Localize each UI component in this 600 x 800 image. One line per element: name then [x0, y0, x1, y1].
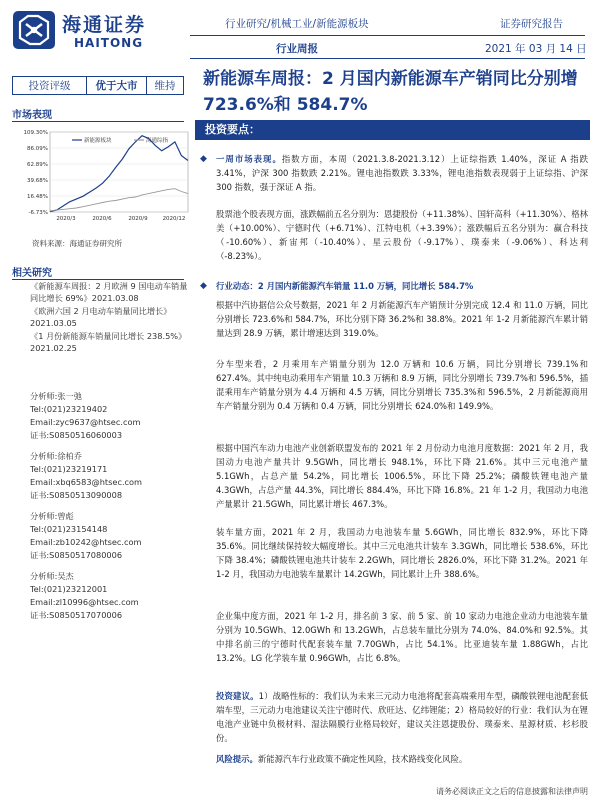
paragraph-heading: 一周市场表现。: [216, 154, 282, 164]
analyst-tel: Tel:(021)23212001: [30, 584, 108, 594]
report-category: 行业研究/机械工业/新能源板块: [225, 18, 369, 30]
analyst-tel: Tel:(021)23219402: [30, 404, 108, 414]
y-tick-label: 86.09%: [27, 146, 48, 152]
analyst-email[interactable]: Email:xbq6583@htsec.com: [30, 477, 143, 487]
analyst-block: [30, 390, 140, 442]
analyst-cert: 证书:S0850513090008: [30, 490, 123, 500]
analyst-block: [30, 510, 142, 562]
related-report-item[interactable]: 《欧洲六国 2 月电动车销量同比增长》2021.03.05: [30, 306, 172, 328]
analyst-name: 分析师:张一弛: [30, 391, 82, 401]
industry-news-heading: [216, 279, 588, 293]
analyst-tel: Tel:(021)23154148: [30, 524, 108, 534]
related-report-item[interactable]: 《1 月份新能源车销量同比增长 238.5%》2021.02.25: [30, 331, 187, 353]
analyst-cert: 证书:S0850517080006: [30, 550, 123, 560]
rating-value: 优于大市: [87, 77, 147, 94]
concentration-paragraph: 企业集中度方面，2021 年 1-2 月，排名前 3 家、前 5 家、前 10 家动力电池企业动力电池装车量分别为 10.5GWh、12.0GWh 和 13.2GWh，占总装车量比分别为 74.0%、84.0%和 92.5%。其中排名前三的宁德时代配套装车量 7.70GWh，占比 54.1%。比亚迪装车量 1.88GWh，占比 13.2%。LG 化学装车量 0.96GWh，占比 6.8%。: [216, 611, 588, 663]
rating-status: 维持: [154, 80, 176, 92]
analyst-block: [30, 450, 142, 502]
y-tick-label: 62.89%: [27, 162, 48, 168]
y-tick-label: 109.30%: [23, 130, 48, 136]
report-title: 新能源车周报：2 月国内新能源车产销同比分别增 723.6%和 584.7%: [203, 69, 578, 115]
paragraph-body: 指数方面，本周（2021.3.8-2021.3.12）上证综指跌 1.40%，深证 A 指跌 3.41%，沪深 300 指数跌 2.21%。锂电池指数跌 3.33%，锂电池指数表现弱于上证综指、沪深 300 指数，强于深证 A 指。: [216, 154, 588, 192]
analyst-email[interactable]: Email:zb10242@htsec.com: [30, 537, 142, 547]
paragraph-heading: 行业动态：2 月国内新能源汽车销量 11.0 万辆，同比增长 584.7%: [216, 281, 474, 291]
paragraph-body: 1）战略性标的：我们认为未来三元动力电池将配套高端乘用车型，磷酸铁锂电池配套低端车型，三元动力电池建议关注宁德时代、欣旺达、亿纬锂能；2）格局较好的行业：我们认为在锂电池产业链中负极材料、湿法隔膜行业格局较好，建议关注恩捷股份、璞泰来、星源材质、杉杉股份。: [216, 691, 589, 743]
haitong-logo-icon: [12, 10, 56, 50]
key-points-bar: 投资要点：: [195, 120, 590, 140]
investment-rating-box: [12, 76, 184, 95]
legend-label: 新能源板块: [84, 138, 112, 144]
chart-source: 资料来源：海通证券研究所: [32, 239, 122, 248]
x-tick-label: 2020/9: [128, 216, 148, 222]
analyst-email[interactable]: Email:zl10996@htsec.com: [30, 597, 139, 607]
analyst-cert: 证书:S0850517070006: [30, 610, 123, 620]
analyst-name: 分析师:曾彪: [30, 511, 74, 521]
market-performance-chart: [12, 128, 192, 228]
market-performance-title: 市场表现: [12, 106, 52, 121]
x-tick-label: 2020/12: [162, 216, 186, 222]
logo-chinese-name: 海通证券: [62, 14, 147, 36]
paragraph-heading: 风险提示。: [216, 754, 258, 764]
header-divider-bottom: [190, 58, 585, 59]
report-type: 行业周报: [276, 43, 318, 55]
stock-pool-paragraph: 股票池个股表现方面，涨跌幅前五名分别为：恩捷股份（+11.38%）、国轩高科（+11.30%）、格林美（+10.00%）、宁德时代（+6.71%）、江特电机（+3.39%）；涨跌幅后五名分别为：赢合科技（-10.60%）、新宙邦（-10.40%）、星云股份（-9.17%）、璞泰来（-9.06%）、科达利（-8.23%）。: [216, 209, 588, 261]
y-tick-label: -6.73%: [28, 210, 48, 216]
logo-english-name: HAITONG: [74, 36, 144, 50]
risk-warning-paragraph: [216, 752, 588, 766]
installation-paragraph: 装车量方面，2021 年 2 月，我国动力电池装车量 5.6GWh，同比增长 832.9%，环比下降 35.6%。同比继续保持较大幅度增长。其中三元电池共计装车 3.3GWh，同比增长 538.6%，环比下降 38.4%；磷酸铁锂电池共计装车 2.2GWh，同比增长 2826.0%，环比下降 31.2%。2021 年 1-2 月，我国动力电池装车量累计 14.2GWh，同比累计上升 388.6%。: [216, 527, 588, 579]
x-tick-label: 2020/6: [92, 216, 112, 222]
investment-advice-paragraph: [216, 689, 588, 745]
x-tick-label: 2020/3: [56, 216, 76, 222]
market-performance-paragraph: [216, 152, 588, 194]
battery-output-paragraph: 根据中国汽车动力电池产业创新联盟发布的 2021 年 2 月份动力电池月度数据：2021 年 2 月，我国动力电池产量共计 9.5GWh，同比增长 948.1%，环比下降 21.6%。其中三元电池产量 5.1GWh，占总产量 54.2%，同比增长 1006.5%，环比下降 25.2%；磷酸铁锂电池产量 4.3GWh，占总产量 44.3%，同比增长 884.4%，环比下降 16.8%。21 年 1-2 月，我国动力电池产量累计 21.5GWh，同比累计增长 467.3%。: [216, 443, 588, 509]
y-tick-label: 39.68%: [27, 178, 48, 184]
disclaimer-footer: 请务必阅读正文之后的信息披露和法律声明: [436, 787, 588, 796]
paragraph-body: 新能源汽车行业政策不确定性风险，技术路线变化风险。: [257, 754, 468, 764]
report-kind: 证券研究报告: [500, 18, 563, 30]
analyst-email[interactable]: Email:zyc9637@htsec.com: [30, 417, 141, 427]
bullet-icon: ◆: [200, 154, 207, 164]
analyst-name: 分析师:徐柏乔: [30, 451, 82, 461]
legend-label: 海通综指: [146, 138, 169, 144]
industry-news-paragraph: 根据中汽协据信公众号数据，2021 年 2 月新能源汽车产销预计分别完成 12.4 和 11.0 万辆，同比分别增长 723.6%和 584.7%，环比分别下降 36.2%和 38.8%。2021 年 1-2 月新能源汽车累计销量达到 28.9 万辆，累计增速达到 319.0%。: [216, 300, 588, 338]
analyst-name: 分析师:吴杰: [30, 571, 74, 581]
analyst-block: [30, 570, 139, 622]
vehicle-type-paragraph: 分车型来看，2 月乘用车产销量分别为 12.0 万辆和 10.6 万辆，同比分别增长 739.1%和 627.4%。其中纯电动乘用车产销量 10.3 万辆和 8.9 万辆，同比分别增长 739.7%和 596.5%，插混乘用车产销量分别为 4.4 万辆和 4.5 万辆，同比分别增长 735.3%和 596.5%，2 月新能源商用车产销量分别为 0.4 万辆和 0.4 万辆，同比分别增长 624.0%和 149.9%。: [216, 359, 588, 411]
series-line-haitong-index: [50, 189, 188, 211]
rating-label: 投资评级: [13, 77, 87, 94]
bullet-icon: ◆: [200, 281, 207, 291]
analyst-cert: 证书:S0850516060003: [30, 430, 123, 440]
analyst-tel: Tel:(021)23219171: [30, 464, 108, 474]
related-research-title: 相关研究: [12, 264, 52, 279]
report-date: 2021 年 03 月 14 日: [485, 43, 587, 55]
y-tick-label: 16.48%: [27, 194, 48, 200]
header-divider-top: [190, 35, 585, 36]
paragraph-heading: 投资建议。: [216, 691, 259, 701]
related-report-item[interactable]: 《新能源车周报：2 月欧洲 9 国电动车销量同比增长 69%》2021.03.08: [30, 281, 188, 303]
company-logo: [12, 8, 162, 54]
